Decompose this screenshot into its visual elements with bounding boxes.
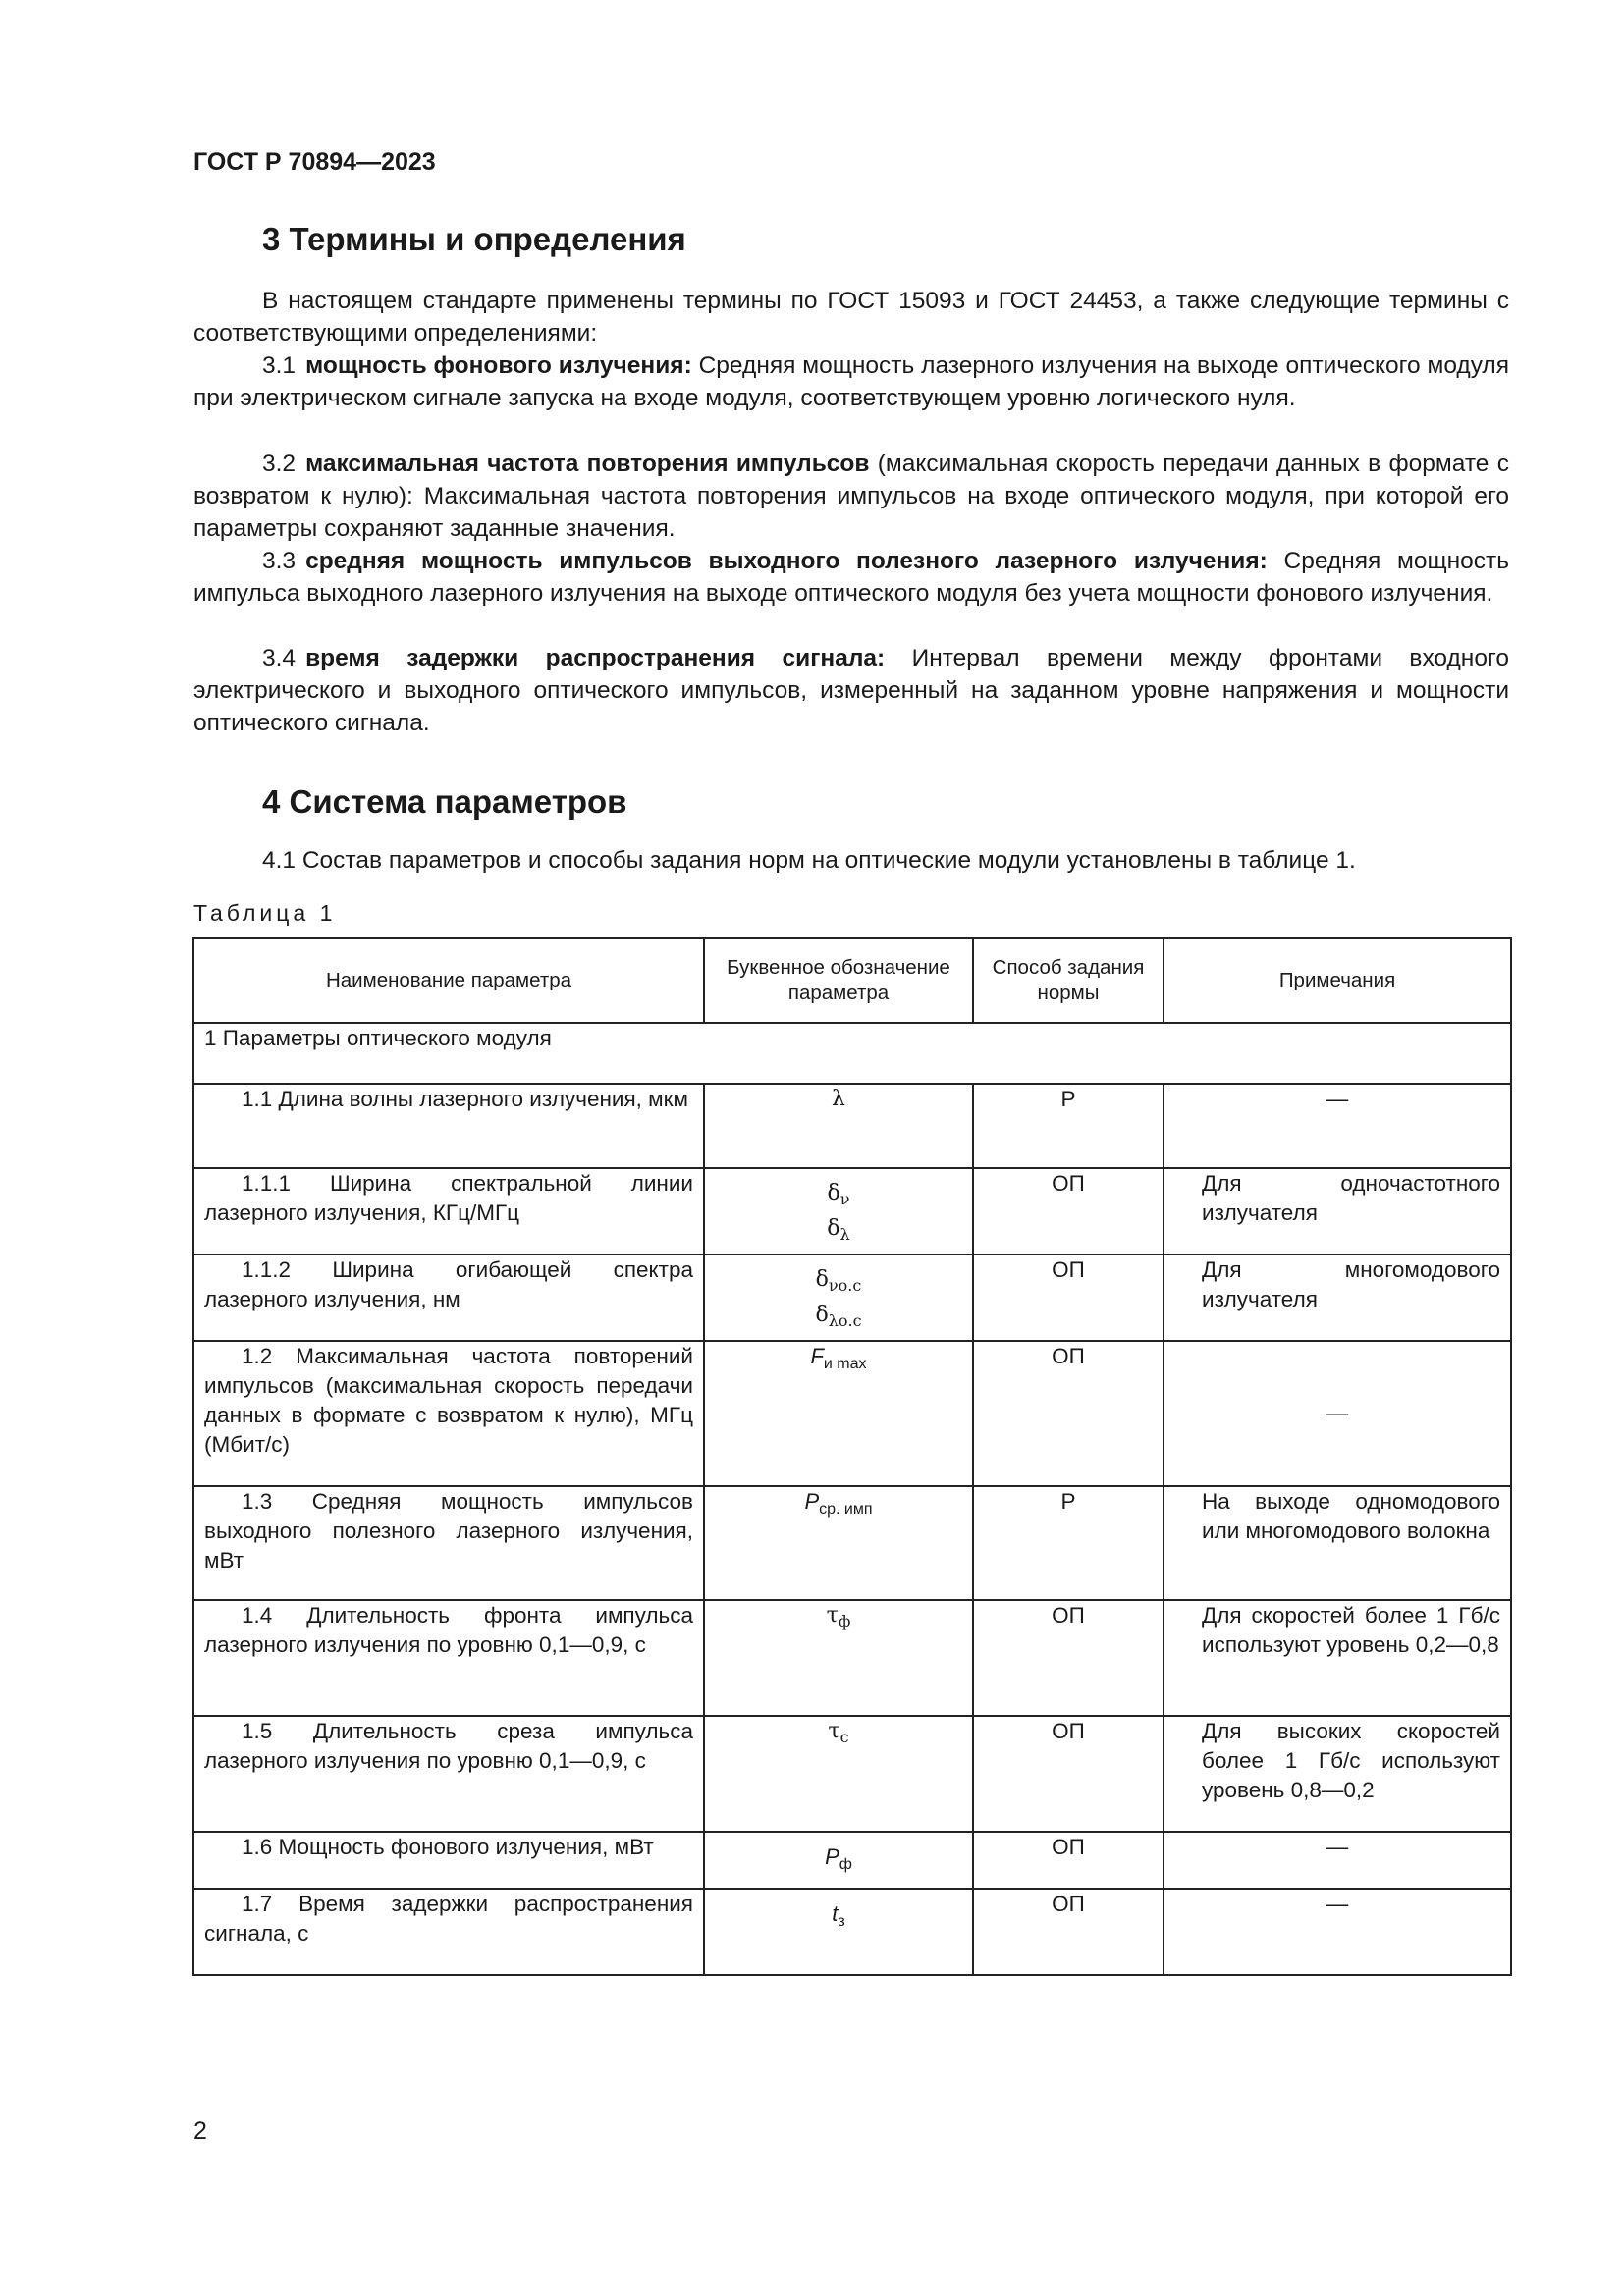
table-row: 1.6 Мощность фонового излучения, мВт $P_ф$ ОП — [193, 1832, 1511, 1889]
column-header: Примечания [1164, 938, 1511, 1023]
table-caption: Таблица 1 [193, 900, 337, 926]
table-row: 1.4 Длительность фронта импульса лазерного излучения по уровню 0,1—0,9, с $\tau_ф$ ОП Для скоростей более 1 Гб/с используют уровень 0,2—0,8 [193, 1600, 1511, 1716]
term-3-4: 3.4 время задержки распространения сигнала: Интервал времени между фронтами входного электрического и выходного оптического импульсов, измеренный на заданном уровне напряжения и мощности оптического сигнала. [193, 645, 1509, 736]
term-title: время задержки распространения сигнала: [305, 645, 886, 671]
parameters-table [192, 937, 1512, 1976]
term-definition: Интервал времени между фронтами входного электрического и выходного оптического импульсов, измеренный на заданном уровне напряжения и мощности оптического сигнала. [193, 645, 1509, 736]
term-definition: Средняя мощность импульса выходного лазерного излучения на выходе оптического модуля без учета мощности фонового излучения. [193, 548, 1510, 607]
term-title: мощность фонового излучения: [305, 352, 692, 379]
table-header-row [193, 938, 1511, 1023]
table-row: 1.1.1 Ширина спектральной линии лазерного излучения, КГц/МГц $\delta_\nu$ $\delta_\lambda$ ОП Для одночастотного излучателя [193, 1168, 1511, 1255]
term-3-3: 3.3 средняя мощность импульсов выходного полезного лазерного излучения: Средняя мощность импульса выходного лазерного излучения на выходе оптического модуля без учета мощности фонового излучения. [193, 548, 1510, 607]
term-definition: Средняя мощность лазерного излучения на выходе оптического модуля при электрическом сигнале запуска на входе модуля, соответствующем уровню логического нуля. [193, 352, 1509, 411]
table-row: 1.7 Время задержки распространения сигнала, с $t_з$ ОП — [193, 1889, 1511, 1975]
table-row: 1.2 Максимальная частота повторений импульсов (максимальная скорость передачи данных в формате с возвратом к нулю), МГц (Мбит/с) $F_{и max}$ ОП — [193, 1341, 1511, 1486]
table-row: 1.5 Длительность среза импульса лазерного излучения по уровню 0,1—0,9, с $\tau_с$ ОП Для высоких скоростей более 1 Гб/с используют уровень 0,8—0,2 [193, 1716, 1511, 1832]
column-header: Наименование параметра [193, 938, 704, 1023]
section-4-heading: 4 Система параметров [262, 783, 627, 820]
column-header: Буквенное обозначение параметра [704, 938, 973, 1023]
table-section-row: 1 Параметры оптического модуля [193, 1023, 1511, 1084]
table-row: 1.1 Длина волны лазерного излучения, мкм λ Р — [193, 1084, 1511, 1168]
term-3-2: 3.2 максимальная частота повторения импульсов (максимальная скорость передачи данных в формате с возвратом к нулю): Максимальная частота повторения импульсов на входе оптического модуля, при которой его параметры сохраняют заданные значения. [193, 451, 1509, 542]
term-title: максимальная частота повторения импульсов [305, 451, 870, 477]
term-definition: (максимальная скорость передачи данных в формате с возвратом к нулю): Максимальная частота повторения импульсов на входе оптического модуля, при которой его параметры сохраняют заданные значения. [193, 451, 1509, 542]
term-3-1: 3.1 мощность фонового излучения: Средняя мощность лазерного излучения на выходе оптического модуля при электрическом сигнале запуска на входе модуля, соответствующем уровню логического нуля. [193, 352, 1509, 411]
section-3-intro: В настоящем стандарте применены термины по ГОСТ 15093 и ГОСТ 24453, а также следующие термины с соответствующими определениями: [193, 288, 1509, 347]
table-row: 1.3 Средняя мощность импульсов выходного полезного лазерного излучения, мВт $P_{ср. имп}$ Р На выходе одномодового или многомодового волокна [193, 1486, 1511, 1600]
term-title: средняя мощность импульсов выходного полезного лазерного излучения: [305, 548, 1268, 574]
table-row: 1.1.2 Ширина огибающей спектра лазерного излучения, нм $\delta_{\nu о.с}$ $\delta_{\lambda о.с}$ ОП Для многомодового излучателя [193, 1255, 1511, 1341]
section-3-heading: 3 Термины и определения [262, 221, 686, 257]
paragraph-4-1: 4.1 Состав параметров и способы задания норм на оптические модули установлены в таблице 1. [262, 847, 1356, 874]
column-header: Способ задания нормы [973, 938, 1164, 1023]
page-number: 2 [193, 2117, 207, 2145]
document-code: ГОСТ Р 70894—2023 [193, 148, 436, 176]
